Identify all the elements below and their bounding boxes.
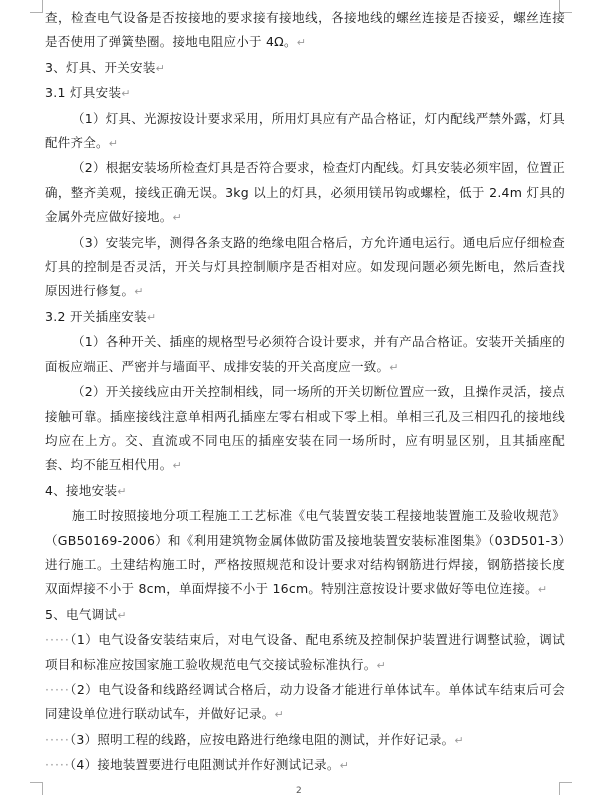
paragraph-mark-icon: ↵ [121, 87, 131, 101]
body-paragraph [45, 504, 565, 603]
document-page[interactable] [45, 6, 565, 779]
paragraph-mark-icon: ↵ [454, 733, 464, 747]
body-paragraph [45, 380, 565, 479]
list-indent-dots: ····· [45, 731, 70, 747]
list-indent-dots: ····· [45, 681, 70, 697]
section-heading [45, 81, 565, 106]
paragraph-text: （1）各种开关、插座的规格型号必须符合设计要求，并有产品合格证。安装开关插座的面板应端正、严密并与墙面平、成排安装的开关高度应一致。 [45, 334, 565, 374]
paragraph-text: （4）接地装置要进行电阻测试并作好测试记录。 [69, 757, 340, 773]
body-paragraph [45, 728, 565, 753]
paragraph-mark-icon: ↵ [172, 211, 182, 225]
body-paragraph [45, 678, 565, 728]
paragraph-mark-icon: ↵ [117, 484, 127, 498]
paragraph-text: 施工时按照接地分项工程施工工艺标准《电气装置安装工程接地装置施工及验收规范》（GB50169-2006）和《利用建筑物金属体做防雷及接地装置安装标准图集》（03D501-3）进行施工。土建结构施工时，严格按照规范和设计要求对结构钢筋进行焊接，钢筋搭接长度双面焊接不小于 8cm，单面焊接不小于 16cm。特别注意按设计要求做好等电位连接。 [45, 508, 565, 597]
page-corner-bottom-left [30, 782, 43, 795]
paragraph-text: （3）安装完毕，测得各条支路的绝缘电阻合格后，方允许通电运行。通电后应仔细检查灯具的控制是否灵活，开关与灯具控制顺序是否相对应。如发现问题必须先断电，然后查找原因进行修复。 [45, 234, 565, 299]
page-number: 2 [296, 786, 302, 796]
paragraph-text: 3.2 开关插座安装 [45, 308, 147, 324]
paragraph-mark-icon: ↵ [134, 285, 144, 299]
paragraph-text: （1）电气设备安装结束后，对电气设备、配电系统及控制保护装置进行调整试验，调试项目和标准应按国家施工验收规范电气交接试验标准执行。 [45, 632, 565, 672]
paragraph-mark-icon: ↵ [274, 708, 284, 722]
paragraph-mark-icon: ↵ [155, 61, 166, 75]
paragraph-text: （2）根据安装场所检查灯具是否符合要求，检查灯内配线。灯具安装必须牢固，位置正确，整齐美观，接线正确无误。3kg 以上的灯具，必须用镁吊钩或螺栓，低于 2.4m 灯具的金属外壳应做好接地。 [45, 160, 565, 225]
section-heading [45, 56, 565, 81]
list-indent-dots: ····· [45, 757, 70, 773]
paragraph-text: （1）灯具、光源按设计要求采用，所用灯具应有产品合格证，灯内配线严禁外露，灯具配件齐全。 [45, 110, 565, 151]
paragraph-mark-icon: ↵ [146, 310, 157, 324]
paragraph-text: 查，检查电气设备是否按接地的要求接有接地线，各接地线的螺丝连接是否接妥，螺丝连接是否使用了弹簧垫圈。接地电阻应小于 4Ω。 [45, 10, 565, 50]
paragraph-text: （3）照明工程的线路，应按电路进行绝缘电阻的测试，并作好记录。 [69, 731, 455, 747]
paragraph-mark-icon: ↵ [117, 608, 127, 622]
body-paragraph [45, 231, 565, 305]
paragraph-mark-icon: ↵ [108, 137, 119, 151]
paragraph-mark-icon: ↵ [376, 658, 386, 672]
body-paragraph [45, 628, 565, 678]
paragraph-text: （2）电气设备和线路经调试合格后，动力设备才能进行单体试车。单体试车结束后可会同建设单位进行联动试车，并做好记录。 [45, 681, 565, 722]
paragraph-text: 5、电气调试 [45, 606, 118, 622]
paragraph-text: 3.1 灯具安装 [45, 85, 122, 101]
paragraph-mark-icon: ↵ [296, 36, 307, 50]
body-paragraph [45, 330, 565, 380]
paragraph-mark-icon: ↵ [389, 360, 399, 374]
page-corner-top-left [30, 0, 43, 13]
paragraph-text: （2）开关接线应由开关控制相线，同一场所的开关切断位置应一致，且操作灵活，接点接触可靠。插座接线注意单相两孔插座左零右相或下零上相。单相三孔及三相四孔的接地线均应在上方。交、直流或不同电压的插座安装在同一场所时，应有明显区别，且其插座配套、均不能互相代用。 [45, 384, 565, 473]
body-paragraph [45, 6, 565, 56]
body-paragraph [45, 156, 565, 230]
section-heading [45, 305, 565, 330]
list-indent-dots: ····· [45, 632, 70, 648]
page-corner-bottom-right [559, 782, 572, 795]
section-heading [45, 603, 565, 628]
paragraph-text: 3、灯具、开关安装 [45, 59, 156, 75]
section-heading [45, 479, 565, 504]
paragraph-mark-icon: ↵ [339, 759, 350, 773]
body-paragraph [45, 753, 565, 778]
paragraph-mark-icon: ↵ [172, 459, 182, 473]
paragraph-mark-icon: ↵ [537, 583, 548, 597]
body-paragraph [45, 107, 565, 157]
paragraph-text: 4、接地安装 [45, 482, 118, 498]
